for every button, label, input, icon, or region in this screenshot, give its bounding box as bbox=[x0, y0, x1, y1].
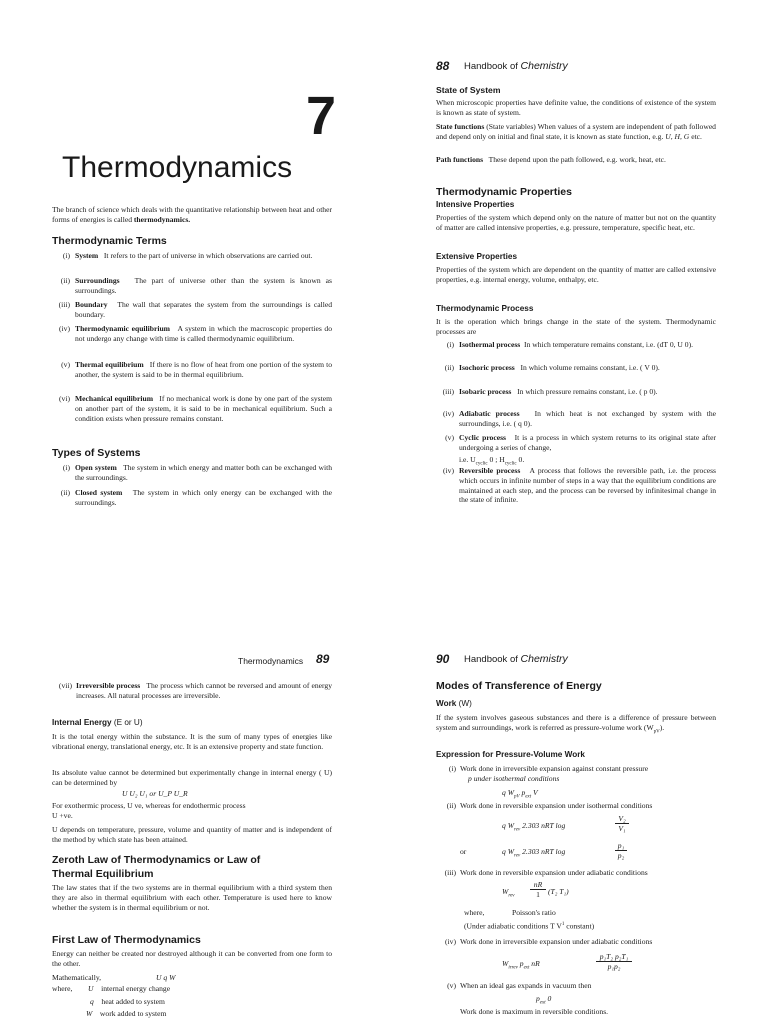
fraction-denominator: 1 bbox=[536, 890, 540, 899]
term-boundary: Boundary The wall that separates the system from the surroundings is called boundary. bbox=[75, 300, 332, 319]
work-text: If the system involves gaseous substances and there is a difference of pressure between system and surroundings, work is referred as pressure-volume work $(W_{pV})$. bbox=[436, 713, 716, 735]
extensive-text: Properties of the system which are dependent on the quantity of matter are called extensive properties, e.g. internal energy, volume, enthalpy, etc. bbox=[436, 265, 716, 284]
fraction-denominator: V₁ bbox=[618, 824, 626, 833]
math-label: Mathematically, bbox=[52, 973, 102, 982]
term-thermodynamic-equilibrium: Thermodynamic equilibrium A system in which the macroscopic properties do not undergo any change with time is called thermodynamic equilibrium. bbox=[75, 324, 332, 343]
term-number: (vi) bbox=[59, 394, 70, 403]
running-head: Handbook of Chemistry bbox=[464, 60, 568, 72]
equation-irreversible: q $W_{pV}$ $p_{ext}$ V bbox=[502, 788, 538, 800]
equation-reversible-pressure: q $W_{rev}$ 2.303 nRT log bbox=[502, 847, 566, 859]
process-isothermal: Isothermal process In which temperature remains constant, i.e. (dT 0, U 0). bbox=[459, 340, 694, 349]
page-number: 90 bbox=[436, 652, 450, 666]
equation-adiabatic-tail: (T₂ T₁) bbox=[548, 887, 569, 896]
process-number: (v) bbox=[445, 433, 454, 442]
where-label: where, bbox=[464, 908, 485, 917]
item-reversible-isothermal: Work done in reversible expansion under isothermal conditions bbox=[460, 801, 653, 810]
equation-adiabatic: $W_{rev}$ bbox=[502, 887, 515, 899]
type-open-system: Open system The system in which energy and matter both can be exchanged with the surroundings. bbox=[75, 463, 332, 482]
fraction-numerator: p₁ bbox=[615, 841, 627, 851]
internal-energy-text-4: U +ve. bbox=[52, 811, 73, 820]
process-heading: Thermodynamic Process bbox=[436, 304, 534, 313]
internal-energy-equation: U U₂ U₁ or U_P U_R bbox=[122, 789, 188, 798]
page-chapter-opener bbox=[0, 0, 384, 512]
internal-energy-text-1: It is the total energy within the substance. It is the sum of many types of energies like vibrational energy, translational energy, etc. It is an extensive property and state function. bbox=[52, 732, 332, 751]
process-cyclic: Cyclic process It is a process in which system returns to its original state after undergoing a series of change, bbox=[459, 433, 716, 452]
terms-heading: Thermodynamic Terms bbox=[52, 235, 167, 247]
path-functions-text: Path functions These depend upon the path followed, e.g. work, heat, etc. bbox=[436, 155, 666, 164]
process-irreversible: Irreversible process The process which cannot be reversed and amount of energy increases. All natural processes are irreversible. bbox=[76, 681, 332, 700]
expression-heading: Expression for Pressure-Volume Work bbox=[436, 750, 585, 759]
term-number: (iii) bbox=[58, 300, 70, 309]
first-law-heading: First Law of Thermodynamics bbox=[52, 934, 201, 946]
fraction-numerator: V₂ bbox=[615, 814, 629, 824]
cyclic-equation: i.e. $U_{cyclic}$ 0 ; $H_{cyclic}$ 0. bbox=[459, 455, 525, 467]
term-thermal-equilibrium: Thermal equilibrium If there is no flow of heat from one portion of the system to another, the system is said to be in thermal equilibrium. bbox=[75, 360, 333, 379]
item-irreversible-adiabatic: Work done in irreversible expansion under adiabatic conditions bbox=[460, 937, 653, 946]
equation-irreversible-adiabatic: $W_{irrev}$ $p_{ext}$ nR bbox=[502, 959, 540, 971]
process-number: (iv) bbox=[443, 409, 454, 418]
definition: W work added to system bbox=[86, 1009, 167, 1018]
state-heading: State of System bbox=[436, 85, 501, 95]
properties-heading: Thermodynamic Properties bbox=[436, 186, 572, 198]
where-text: Poisson's ratio bbox=[512, 908, 556, 917]
intensive-heading: Intensive Properties bbox=[436, 200, 515, 209]
fraction-denominator: p₁p₂ bbox=[607, 962, 621, 971]
process-reversible: Reversible process A process that follows the reversible path, i.e. the process which occurs in infinite number of steps in a way that the equilibrium conditions are maintained at each step, and the process can be reversed by infinitesimal change in the state of infinite. bbox=[459, 466, 717, 505]
internal-energy-heading: Internal Energy (E or U) bbox=[52, 718, 143, 727]
types-heading: Types of Systems bbox=[52, 447, 141, 459]
page-number: 88 bbox=[436, 59, 450, 73]
work-heading: Work (W) bbox=[436, 699, 472, 708]
page-88 bbox=[384, 0, 768, 512]
equation-vacuum: $p_{ext}$ 0 bbox=[536, 994, 552, 1006]
term-number: (i) bbox=[62, 251, 70, 260]
zeroth-law-text: The law states that if the two systems are in thermal equilibrium with a third system then they are also in thermal equilibrium with each other. Temperature is used here to know whether the system is in thermal equilibrium or not. bbox=[52, 883, 332, 912]
zeroth-law-heading-2: Thermal Equilibrium bbox=[52, 868, 154, 880]
chapter-number: 7 bbox=[306, 86, 337, 146]
internal-energy-text-5: U depends on temperature, pressure, volume and quantity of matter and is independent of the method by which state has been attained. bbox=[52, 825, 332, 844]
term-system: System It refers to the part of universe in which observations are carried out. bbox=[75, 251, 313, 260]
where-label: where, bbox=[52, 984, 73, 993]
item-number: (iv) bbox=[445, 937, 456, 946]
running-head: Thermodynamics bbox=[238, 656, 304, 666]
equation-reversible-volume: q $W_{rev}$ 2.303 nRT log bbox=[502, 821, 566, 833]
item-number: (i) bbox=[448, 764, 456, 773]
first-law-text: Energy can neither be created nor destroyed although it can be converted from one form to the other. bbox=[52, 949, 332, 968]
item-number: (iii) bbox=[444, 868, 456, 877]
modes-heading: Modes of Transference of Energy bbox=[436, 680, 602, 692]
first-law-equation: U q W bbox=[156, 973, 176, 982]
max-work-note: Work done is maximum in reversible conditions. bbox=[460, 1007, 609, 1016]
page-90 bbox=[384, 512, 768, 1024]
item-irreversible-isothermal: Work done in irreversible expansion against constant pressure bbox=[460, 764, 649, 773]
term-number: (iv) bbox=[59, 324, 70, 333]
page-number: 89 bbox=[316, 652, 330, 666]
process-number: (ii) bbox=[444, 363, 454, 372]
term-surroundings: Surroundings The part of universe other than the system is known as surroundings. bbox=[75, 276, 333, 295]
page-89 bbox=[0, 512, 384, 1024]
definition: U internal energy change bbox=[88, 984, 171, 993]
running-head: Handbook of Chemistry bbox=[464, 653, 568, 665]
or-label: or bbox=[460, 847, 467, 856]
process-number: (iii) bbox=[442, 387, 454, 396]
term-number: (ii) bbox=[60, 276, 70, 285]
item-number: (v) bbox=[447, 981, 456, 990]
item-continuation: p under isothermal conditions bbox=[468, 774, 560, 783]
type-number: (ii) bbox=[60, 488, 70, 497]
process-isobaric: Isobaric process In which pressure remains constant, i.e. ( p 0). bbox=[459, 387, 658, 396]
intro-paragraph: The branch of science which deals with the quantitative relationship between heat and other forms of energies is called thermodynamics. bbox=[52, 205, 332, 224]
definition: q heat added to system bbox=[90, 997, 165, 1006]
internal-energy-text-2: Its absolute value cannot be determined but experimentally change in internal energy ( U) can be determined by bbox=[52, 768, 332, 787]
fraction-numerator: p₁T₂ p₂T₁ bbox=[596, 952, 632, 962]
process-number: (i) bbox=[446, 340, 454, 349]
zeroth-law-heading-1: Zeroth Law of Thermodynamics or Law of bbox=[52, 854, 261, 866]
process-number: (vii) bbox=[58, 681, 72, 690]
process-number: (iv) bbox=[443, 466, 454, 475]
chapter-title: Thermodynamics bbox=[62, 151, 293, 184]
type-number: (i) bbox=[62, 463, 70, 472]
internal-energy-text-3: For exothermic process, U ve, whereas for endothermic process bbox=[52, 801, 246, 810]
state-functions-text: State functions (State variables) When values of a system are independent of path followed and depend only on initial and final state, it is known as state function, e.g. U, H, G etc. bbox=[436, 122, 716, 141]
adiabatic-condition: (Under adiabatic conditions T $V^1$ constant) bbox=[464, 921, 595, 931]
fraction-numerator: nR bbox=[530, 880, 546, 890]
intensive-text: Properties of the system which depend only on the nature of matter but not on the quantity of matter are called intensive properties, e.g. pressure, temperature, specific heat, etc. bbox=[436, 213, 716, 232]
term-number: (v) bbox=[61, 360, 70, 369]
process-intro: It is the operation which brings change in the state of the system. Thermodynamic processes are bbox=[436, 317, 716, 336]
extensive-heading: Extensive Properties bbox=[436, 252, 518, 261]
fraction-denominator: p₂ bbox=[617, 851, 625, 860]
process-adiabatic: Adiabatic process In which heat is not exchanged by system with the surroundings, i.e. ( q 0). bbox=[459, 409, 716, 428]
item-vacuum-expansion: When an ideal gas expands in vacuum then bbox=[460, 981, 592, 990]
state-text: When microscopic properties have definite value, the conditions of existence of the system is known as state of system. bbox=[436, 98, 716, 117]
item-number: (ii) bbox=[446, 801, 456, 810]
type-closed-system: Closed system The system in which only energy can be exchanged with the surroundings. bbox=[75, 488, 332, 507]
term-mechanical-equilibrium: Mechanical equilibrium If no mechanical work is done by one part of the system on another part of the system, it is said to be in mechanical equilibrium. Such a condition exists when pressure remains constant. bbox=[75, 394, 332, 423]
process-isochoric: Isochoric process In which volume remains constant, i.e. ( V 0). bbox=[459, 363, 660, 372]
item-reversible-adiabatic: Work done in reversible expansion under adiabatic conditions bbox=[460, 868, 648, 877]
